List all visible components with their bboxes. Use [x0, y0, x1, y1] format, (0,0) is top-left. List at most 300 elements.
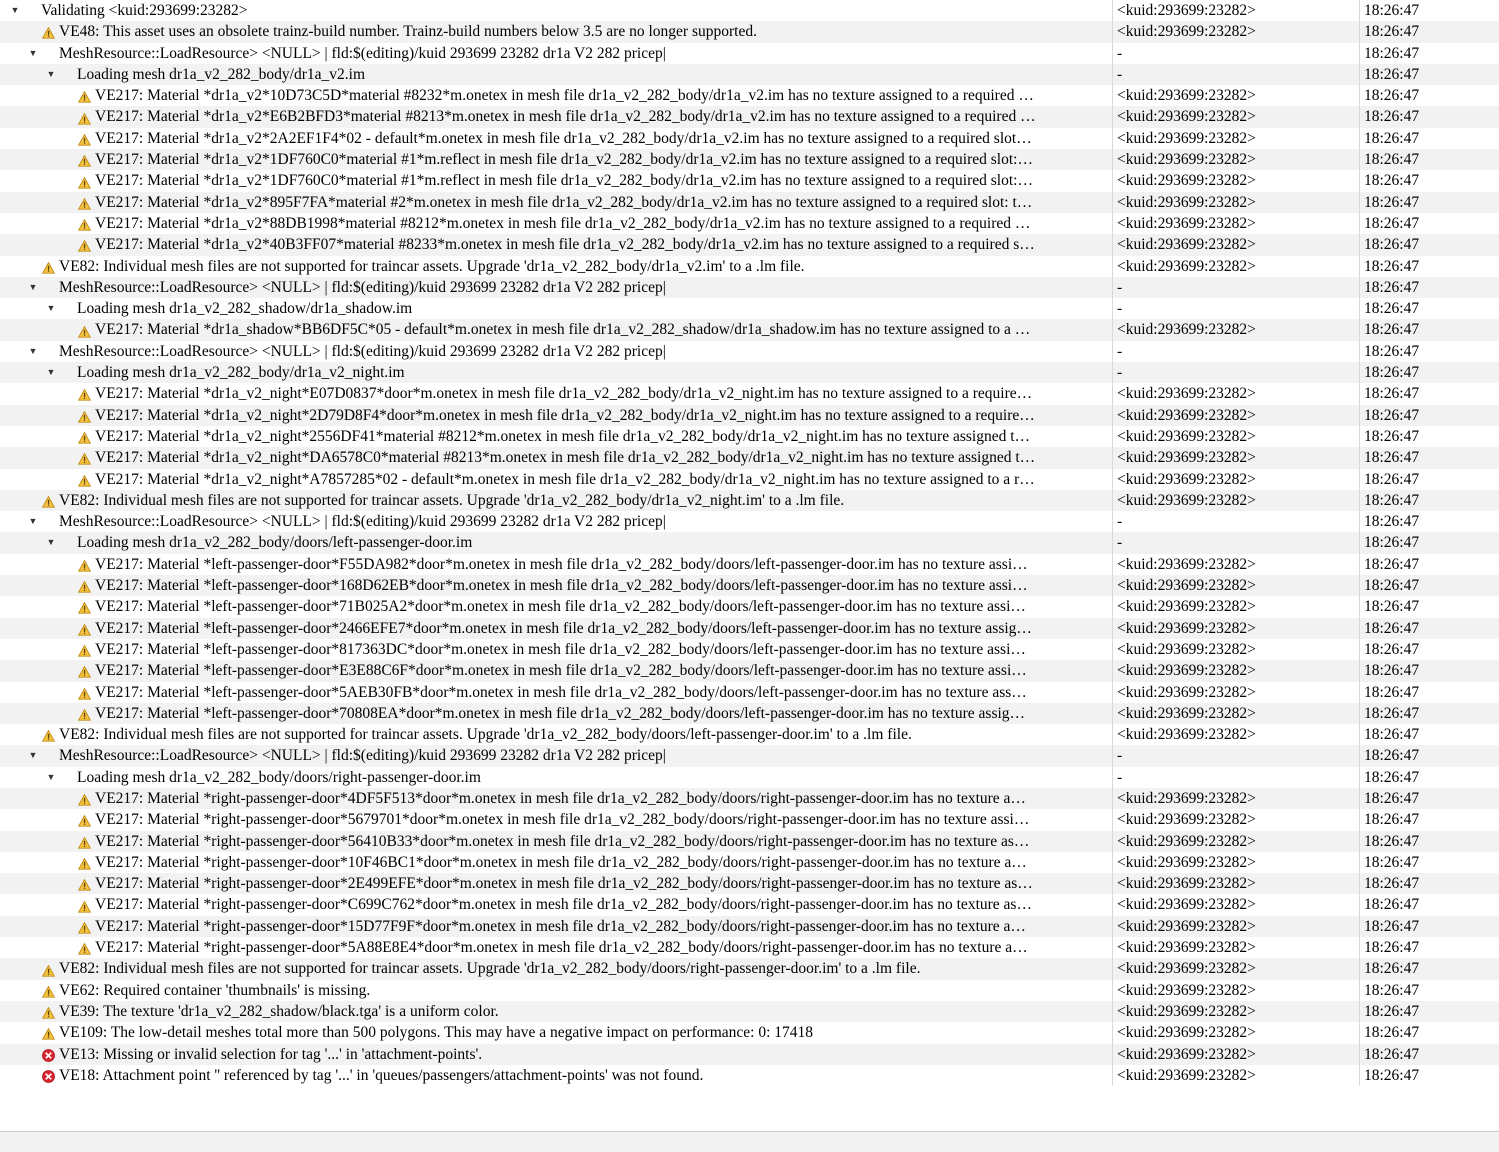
kuid-text: <kuid:293699:23282> [1117, 108, 1256, 126]
log-row[interactable] [0, 234, 1499, 255]
timestamp-text: 18:26:47 [1364, 534, 1420, 552]
log-row[interactable] [0, 958, 1499, 979]
log-message-cell[interactable] [0, 873, 1113, 894]
log-message-cell[interactable] [0, 128, 1113, 149]
log-message-text: Loading mesh dr1a_v2_282_body/doors/left-passenger-door.im [77, 534, 473, 552]
log-message-cell[interactable] [0, 149, 1113, 170]
kuid-text: <kuid:293699:23282> [1117, 491, 1256, 509]
triangle-down-icon[interactable]: ▼ [46, 68, 56, 79]
warning-triangle-icon [76, 131, 93, 146]
log-row[interactable] [0, 490, 1499, 511]
log-message-text: VE217: Material *right-passenger-door*15D77F9F*door*m.onetex in mesh file dr1a_v2_282_body/doors/right-passenger-door.im has no texture a… [95, 917, 1026, 935]
log-kuid-cell [1113, 277, 1360, 298]
log-row[interactable] [0, 192, 1499, 213]
triangle-down-icon[interactable]: ▼ [28, 345, 38, 356]
log-row[interactable] [0, 639, 1499, 660]
log-message-text: VE217: Material *left-passenger-door*F55DA982*door*m.onetex in mesh file dr1a_v2_282_body/doors/left-passenger-door.im has no texture assi… [95, 555, 1028, 573]
kuid-text: <kuid:293699:23282> [1117, 704, 1256, 722]
timestamp-text: 18:26:47 [1364, 577, 1420, 595]
warning-triangle-icon [40, 962, 57, 977]
log-time-cell [1360, 426, 1499, 447]
log-time-cell [1360, 1001, 1499, 1022]
log-message-cell[interactable] [0, 532, 1113, 553]
warning-triangle-icon [76, 323, 93, 338]
log-message-text: VE217: Material *right-passenger-door*56410B33*door*m.onetex in mesh file dr1a_v2_282_body/doors/right-passenger-door.im has no texture as… [95, 832, 1030, 850]
log-row[interactable] [0, 703, 1499, 724]
timestamp-text: 18:26:47 [1364, 917, 1420, 935]
log-kuid-cell [1113, 596, 1360, 617]
kuid-text: <kuid:293699:23282> [1117, 385, 1256, 403]
log-kuid-cell [1113, 958, 1360, 979]
kuid-text: <kuid:293699:23282> [1117, 917, 1256, 935]
warning-triangle-icon [78, 177, 91, 189]
tree-spacer [26, 1001, 40, 1022]
warning-triangle-icon [76, 621, 93, 636]
log-kuid-cell [1113, 511, 1360, 532]
timestamp-text: 18:26:47 [1364, 65, 1420, 83]
triangle-down-icon[interactable]: ▼ [46, 303, 56, 314]
log-row[interactable] [0, 341, 1499, 362]
log-row[interactable] [0, 213, 1499, 234]
timestamp-text: 18:26:47 [1364, 364, 1420, 382]
timestamp-text: 18:26:47 [1364, 875, 1420, 893]
log-message-cell[interactable] [0, 21, 1113, 42]
log-message-text: VE82: Individual mesh files are not supported for traincar assets. Upgrade 'dr1a_v2_282_body/doors/right-passenger-door.im' to a .lm file. [59, 960, 921, 978]
triangle-down-icon[interactable]: ▼ [46, 537, 56, 548]
log-row[interactable] [0, 980, 1499, 1001]
log-message-text: VE217: Material *right-passenger-door*C699C762*door*m.onetex in mesh file dr1a_v2_282_body/doors/right-passenger-door.im has no texture as… [95, 896, 1032, 914]
warning-triangle-icon [78, 91, 91, 103]
log-time-cell [1360, 703, 1499, 724]
log-message-cell[interactable] [0, 618, 1113, 639]
triangle-down-icon[interactable]: ▼ [10, 5, 20, 15]
timestamp-text: 18:26:47 [1364, 832, 1420, 850]
log-kuid-cell [1113, 724, 1360, 745]
log-message-cell[interactable] [0, 43, 1113, 64]
log-row[interactable] [0, 916, 1499, 937]
log-message-text: VE109: The low-detail meshes total more than 500 polygons. This may have a negative impact on performance: 0: 17418 [59, 1024, 814, 1042]
timestamp-text: 18:26:47 [1364, 257, 1420, 275]
log-row[interactable] [0, 894, 1499, 915]
log-message-cell[interactable] [0, 256, 1113, 277]
log-message-cell[interactable] [0, 1001, 1113, 1022]
log-message-cell[interactable] [0, 852, 1113, 873]
warning-triangle-icon [76, 408, 93, 423]
log-message-cell[interactable] [0, 170, 1113, 191]
log-row[interactable] [0, 767, 1499, 788]
log-message-cell[interactable] [0, 639, 1113, 660]
kuid-text: <kuid:293699:23282> [1117, 981, 1256, 999]
tree-spacer [26, 256, 40, 277]
log-kuid-cell [1113, 767, 1360, 788]
log-time-cell [1360, 724, 1499, 745]
log-message-cell[interactable] [0, 277, 1113, 298]
log-message-cell[interactable] [0, 341, 1113, 362]
kuid-text: <kuid:293699:23282> [1117, 321, 1256, 339]
log-message-cell[interactable] [0, 596, 1113, 617]
kuid-text: <kuid:293699:23282> [1117, 1024, 1256, 1042]
warning-triangle-icon [76, 450, 93, 465]
no-icon [58, 767, 75, 788]
kuid-text: <kuid:293699:23282> [1117, 470, 1256, 488]
warning-triangle-icon [76, 834, 93, 849]
kuid-text: <kuid:293699:23282> [1117, 939, 1256, 957]
log-message-cell[interactable] [0, 511, 1113, 532]
log-row[interactable] [0, 277, 1499, 298]
triangle-down-icon[interactable]: ▼ [46, 771, 56, 782]
log-message-cell[interactable] [0, 426, 1113, 447]
log-row[interactable] [0, 469, 1499, 490]
triangle-down-icon[interactable]: ▼ [28, 47, 38, 58]
timestamp-text: 18:26:47 [1364, 193, 1420, 211]
log-message-cell[interactable] [0, 85, 1113, 106]
log-time-cell [1360, 149, 1499, 170]
log-time-cell [1360, 1022, 1499, 1043]
timestamp-text: 18:26:47 [1364, 598, 1420, 616]
log-row[interactable] [0, 575, 1499, 596]
log-row[interactable] [0, 149, 1499, 170]
log-time-cell [1360, 980, 1499, 1001]
log-row[interactable] [0, 554, 1499, 575]
log-message-cell[interactable] [0, 234, 1113, 255]
log-message-cell[interactable] [0, 490, 1113, 511]
log-time-cell [1360, 767, 1499, 788]
log-message-cell[interactable] [0, 1065, 1113, 1086]
log-message-cell[interactable] [0, 724, 1113, 745]
kuid-text: - [1117, 44, 1123, 62]
log-time-cell [1360, 298, 1499, 319]
log-time-cell [1360, 128, 1499, 149]
log-message-text: VE62: Required container 'thumbnails' is missing. [59, 981, 371, 999]
log-time-cell [1360, 660, 1499, 681]
log-row[interactable] [0, 852, 1499, 873]
warning-triangle-icon [40, 259, 57, 274]
log-row[interactable] [0, 809, 1499, 830]
log-time-cell [1360, 106, 1499, 127]
log-row[interactable] [0, 1001, 1499, 1022]
log-row[interactable] [0, 447, 1499, 468]
log-kuid-cell [1113, 298, 1360, 319]
kuid-text: <kuid:293699:23282> [1117, 1066, 1256, 1084]
log-message-cell[interactable] [0, 916, 1113, 937]
log-message-cell[interactable] [0, 745, 1113, 766]
log-message-text: VE217: Material *dr1a_v2*40B3FF07*material #8233*m.onetex in mesh file dr1a_v2_282_body/dr1a_v2.im has no texture assigned to a required s… [95, 236, 1035, 254]
warning-triangle-icon [78, 943, 91, 955]
log-row[interactable] [0, 128, 1499, 149]
log-row[interactable] [0, 298, 1499, 319]
no-icon [58, 362, 75, 383]
tree-spacer [62, 575, 76, 596]
kuid-text: <kuid:293699:23282> [1117, 1045, 1256, 1063]
warning-triangle-icon [78, 602, 91, 614]
log-message-text: VE217: Material *dr1a_v2*1DF760C0*material #1*m.reflect in mesh file dr1a_v2_282_body/dr1a_v2.im has no texture assigned to a required slot:… [95, 172, 1033, 190]
log-row[interactable] [0, 170, 1499, 191]
log-message-cell[interactable] [0, 554, 1113, 575]
log-kuid-cell [1113, 256, 1360, 277]
log-message-cell[interactable] [0, 319, 1113, 340]
no-icon [58, 298, 75, 319]
timestamp-text: 18:26:47 [1364, 1045, 1420, 1063]
warning-triangle-icon [42, 986, 55, 998]
tree-spacer [62, 106, 76, 127]
log-message-text: VE82: Individual mesh files are not supported for traincar assets. Upgrade 'dr1a_v2_282_body/dr1a_v2_night.im' to a .lm file. [59, 491, 845, 509]
log-row[interactable] [0, 937, 1499, 958]
no-icon [40, 745, 57, 766]
kuid-text: <kuid:293699:23282> [1117, 726, 1256, 744]
kuid-text: <kuid:293699:23282> [1117, 598, 1256, 616]
log-row[interactable] [0, 426, 1499, 447]
log-row[interactable] [0, 21, 1499, 42]
log-kuid-cell [1113, 319, 1360, 340]
timestamp-text: 18:26:47 [1364, 278, 1420, 296]
log-kuid-cell [1113, 149, 1360, 170]
warning-triangle-icon [42, 1007, 55, 1019]
log-kuid-cell [1113, 660, 1360, 681]
warning-triangle-icon [42, 496, 55, 508]
log-message-cell[interactable] [0, 469, 1113, 490]
log-message-cell[interactable] [0, 192, 1113, 213]
warning-triangle-icon [76, 685, 93, 700]
log-kuid-cell [1113, 852, 1360, 873]
log-time-cell [1360, 319, 1499, 340]
timestamp-text: 18:26:47 [1364, 321, 1420, 339]
warning-triangle-icon [78, 794, 91, 806]
tree-spacer [62, 682, 76, 703]
log-message-text: Loading mesh dr1a_v2_282_body/dr1a_v2.im [77, 65, 365, 83]
log-row[interactable] [0, 1065, 1499, 1086]
warning-triangle-icon [78, 709, 91, 721]
log-row[interactable] [0, 383, 1499, 404]
timestamp-text: 18:26:47 [1364, 640, 1420, 658]
log-message-text: VE217: Material *dr1a_shadow*BB6DF5C*05 - default*m.onetex in mesh file dr1a_v2_282_shadow/dr1a_shadow.im has no texture assigned to a … [95, 321, 1031, 339]
log-message-cell[interactable] [0, 405, 1113, 426]
tree-spacer [62, 873, 76, 894]
log-time-cell [1360, 0, 1499, 21]
log-row[interactable] [0, 1022, 1499, 1043]
log-row[interactable] [0, 43, 1499, 64]
log-time-cell [1360, 809, 1499, 830]
error-circle-icon [40, 1067, 57, 1083]
log-message-text: VE217: Material *dr1a_v2*E6B2BFD3*material #8213*m.onetex in mesh file dr1a_v2_282_body/dr1a_v2.im has no texture assigned to a required … [95, 108, 1036, 126]
kuid-text: <kuid:293699:23282> [1117, 960, 1256, 978]
log-row[interactable] [0, 682, 1499, 703]
log-row[interactable] [0, 1044, 1499, 1065]
log-time-cell [1360, 682, 1499, 703]
log-message-cell[interactable] [0, 0, 1113, 21]
warning-triangle-icon [76, 88, 93, 103]
log-row[interactable] [0, 319, 1499, 340]
no-icon [40, 43, 57, 64]
log-kuid-cell [1113, 362, 1360, 383]
log-message-cell[interactable] [0, 809, 1113, 830]
timestamp-text: 18:26:47 [1364, 427, 1420, 445]
log-message-cell[interactable] [0, 958, 1113, 979]
tree-spacer [62, 469, 76, 490]
log-message-cell[interactable] [0, 980, 1113, 1001]
log-message-cell[interactable] [0, 788, 1113, 809]
warning-triangle-icon [76, 642, 93, 657]
log-row[interactable] [0, 85, 1499, 106]
log-time-cell [1360, 405, 1499, 426]
log-kuid-cell [1113, 426, 1360, 447]
log-time-cell [1360, 85, 1499, 106]
warning-triangle-icon [76, 876, 93, 891]
log-row[interactable] [0, 618, 1499, 639]
timestamp-text: 18:26:47 [1364, 129, 1420, 147]
log-kuid-cell [1113, 85, 1360, 106]
log-row[interactable] [0, 106, 1499, 127]
timestamp-text: 18:26:47 [1364, 981, 1420, 999]
tree-spacer [26, 1022, 40, 1043]
tree-spacer [62, 213, 76, 234]
warning-triangle-icon [78, 837, 91, 849]
warning-triangle-icon [78, 389, 91, 401]
log-message-text: VE217: Material *dr1a_v2*895F7FA*material #2*m.onetex in mesh file dr1a_v2_282_body/dr1a_v2.im has no texture assigned to a required slot: t… [95, 193, 1033, 211]
no-icon [58, 64, 75, 85]
log-kuid-cell [1113, 1001, 1360, 1022]
triangle-down-icon[interactable]: ▼ [28, 516, 38, 527]
tree-spacer [62, 894, 76, 915]
log-time-cell [1360, 170, 1499, 191]
tree-spacer [62, 85, 76, 106]
warning-triangle-icon [42, 730, 55, 742]
kuid-text: <kuid:293699:23282> [1117, 214, 1256, 232]
log-message-cell[interactable] [0, 383, 1113, 404]
log-row[interactable] [0, 660, 1499, 681]
kuid-text: <kuid:293699:23282> [1117, 23, 1256, 41]
log-row[interactable] [0, 362, 1499, 383]
log-kuid-cell [1113, 788, 1360, 809]
log-row[interactable] [0, 256, 1499, 277]
kuid-text: <kuid:293699:23282> [1117, 257, 1256, 275]
tree-spacer [26, 490, 40, 511]
log-message-cell[interactable] [0, 831, 1113, 852]
log-message-cell[interactable] [0, 64, 1113, 85]
warning-triangle-icon [76, 472, 93, 487]
kuid-text: <kuid:293699:23282> [1117, 789, 1256, 807]
timestamp-text: 18:26:47 [1364, 214, 1420, 232]
log-message-cell[interactable] [0, 937, 1113, 958]
log-message-text: VE82: Individual mesh files are not supported for traincar assets. Upgrade 'dr1a_v2_282_body/doors/left-passenger-door.im' to a .lm file. [59, 726, 912, 744]
log-row[interactable] [0, 64, 1499, 85]
log-kuid-cell [1113, 405, 1360, 426]
log-message-cell[interactable] [0, 106, 1113, 127]
log-message-cell[interactable] [0, 362, 1113, 383]
log-message-cell[interactable] [0, 213, 1113, 234]
log-message-cell[interactable] [0, 447, 1113, 468]
log-time-cell [1360, 894, 1499, 915]
log-row[interactable] [0, 745, 1499, 766]
kuid-text: <kuid:293699:23282> [1117, 640, 1256, 658]
log-time-cell [1360, 618, 1499, 639]
log-time-cell [1360, 43, 1499, 64]
kuid-text: <kuid:293699:23282> [1117, 449, 1256, 467]
log-kuid-cell [1113, 170, 1360, 191]
log-message-cell[interactable] [0, 703, 1113, 724]
warning-triangle-icon [78, 901, 91, 913]
log-time-cell [1360, 362, 1499, 383]
kuid-text: <kuid:293699:23282> [1117, 662, 1256, 680]
log-row[interactable] [0, 0, 1499, 21]
warning-triangle-icon [78, 688, 91, 700]
log-row[interactable] [0, 405, 1499, 426]
log-message-cell[interactable] [0, 1022, 1113, 1043]
timestamp-text: 18:26:47 [1364, 44, 1420, 62]
triangle-down-icon[interactable]: ▼ [28, 750, 38, 761]
warning-triangle-icon [78, 326, 91, 338]
log-message-cell[interactable] [0, 660, 1113, 681]
timestamp-text: 18:26:47 [1364, 385, 1420, 403]
tree-spacer [62, 234, 76, 255]
log-row[interactable] [0, 596, 1499, 617]
log-message-text: VE217: Material *right-passenger-door*5679701*door*m.onetex in mesh file dr1a_v2_282_body/doors/right-passenger-door.im has no texture assi… [95, 811, 1030, 829]
timestamp-text: 18:26:47 [1364, 449, 1420, 467]
kuid-text: <kuid:293699:23282> [1117, 1002, 1256, 1020]
log-message-cell[interactable] [0, 767, 1113, 788]
log-kuid-cell [1113, 618, 1360, 639]
kuid-text: <kuid:293699:23282> [1117, 193, 1256, 211]
log-message-text: VE217: Material *left-passenger-door*71B025A2*door*m.onetex in mesh file dr1a_v2_282_body/doors/left-passenger-door.im has no texture assi… [95, 598, 1026, 616]
log-message-text: MeshResource::LoadResource> <NULL> | fld:$(editing)/kuid 293699 23282 dr1a V2 282 pricep| [59, 342, 666, 360]
tree-spacer [62, 170, 76, 191]
no-icon [40, 511, 57, 532]
error-circle-icon [40, 1046, 57, 1062]
timestamp-text: 18:26:47 [1364, 896, 1420, 914]
warning-triangle-icon [40, 983, 57, 998]
kuid-text: <kuid:293699:23282> [1117, 832, 1256, 850]
triangle-down-icon[interactable]: ▼ [46, 367, 56, 378]
log-time-cell [1360, 937, 1499, 958]
tree-spacer [62, 639, 76, 660]
warning-triangle-icon [76, 195, 93, 210]
log-kuid-cell [1113, 980, 1360, 1001]
error-circle-icon [42, 1049, 55, 1062]
log-row[interactable] [0, 724, 1499, 745]
timestamp-text: 18:26:47 [1364, 470, 1420, 488]
log-message-text: Validating <kuid:293699:23282> [41, 2, 248, 19]
log-kuid-cell [1113, 554, 1360, 575]
log-message-text: VE217: Material *dr1a_v2_night*DA6578C0*material #8213*m.onetex in mesh file dr1a_v2_282_body/dr1a_v2_night.im has no texture assigned t… [95, 449, 1036, 467]
warning-triangle-icon [78, 879, 91, 891]
warning-triangle-icon [76, 429, 93, 444]
log-message-cell[interactable] [0, 682, 1113, 703]
log-row[interactable] [0, 873, 1499, 894]
timestamp-text: 18:26:47 [1364, 2, 1420, 19]
log-kuid-cell [1113, 447, 1360, 468]
kuid-text: - [1117, 278, 1123, 296]
log-row[interactable] [0, 831, 1499, 852]
log-row[interactable] [0, 511, 1499, 532]
timestamp-text: 18:26:47 [1364, 172, 1420, 190]
timestamp-text: 18:26:47 [1364, 789, 1420, 807]
log-row[interactable] [0, 532, 1499, 553]
log-message-cell[interactable] [0, 298, 1113, 319]
log-kuid-cell [1113, 43, 1360, 64]
log-time-cell [1360, 554, 1499, 575]
triangle-down-icon[interactable]: ▼ [28, 281, 38, 292]
log-message-cell[interactable] [0, 575, 1113, 596]
tree-spacer [62, 937, 76, 958]
log-message-text: VE217: Material *dr1a_v2*10D73C5D*material #8232*m.onetex in mesh file dr1a_v2_282_body/dr1a_v2.im has no texture assigned to a required … [95, 87, 1034, 105]
log-time-cell [1360, 256, 1499, 277]
kuid-text: <kuid:293699:23282> [1117, 236, 1256, 254]
warning-triangle-icon [76, 216, 93, 231]
warning-triangle-icon [76, 812, 93, 827]
log-row[interactable] [0, 788, 1499, 809]
log-message-cell[interactable] [0, 894, 1113, 915]
log-message-cell[interactable] [0, 1044, 1113, 1065]
log-message-text: VE217: Material *right-passenger-door*5A88E8E4*door*m.onetex in mesh file dr1a_v2_282_body/doors/right-passenger-door.im has no texture a… [95, 939, 1028, 957]
